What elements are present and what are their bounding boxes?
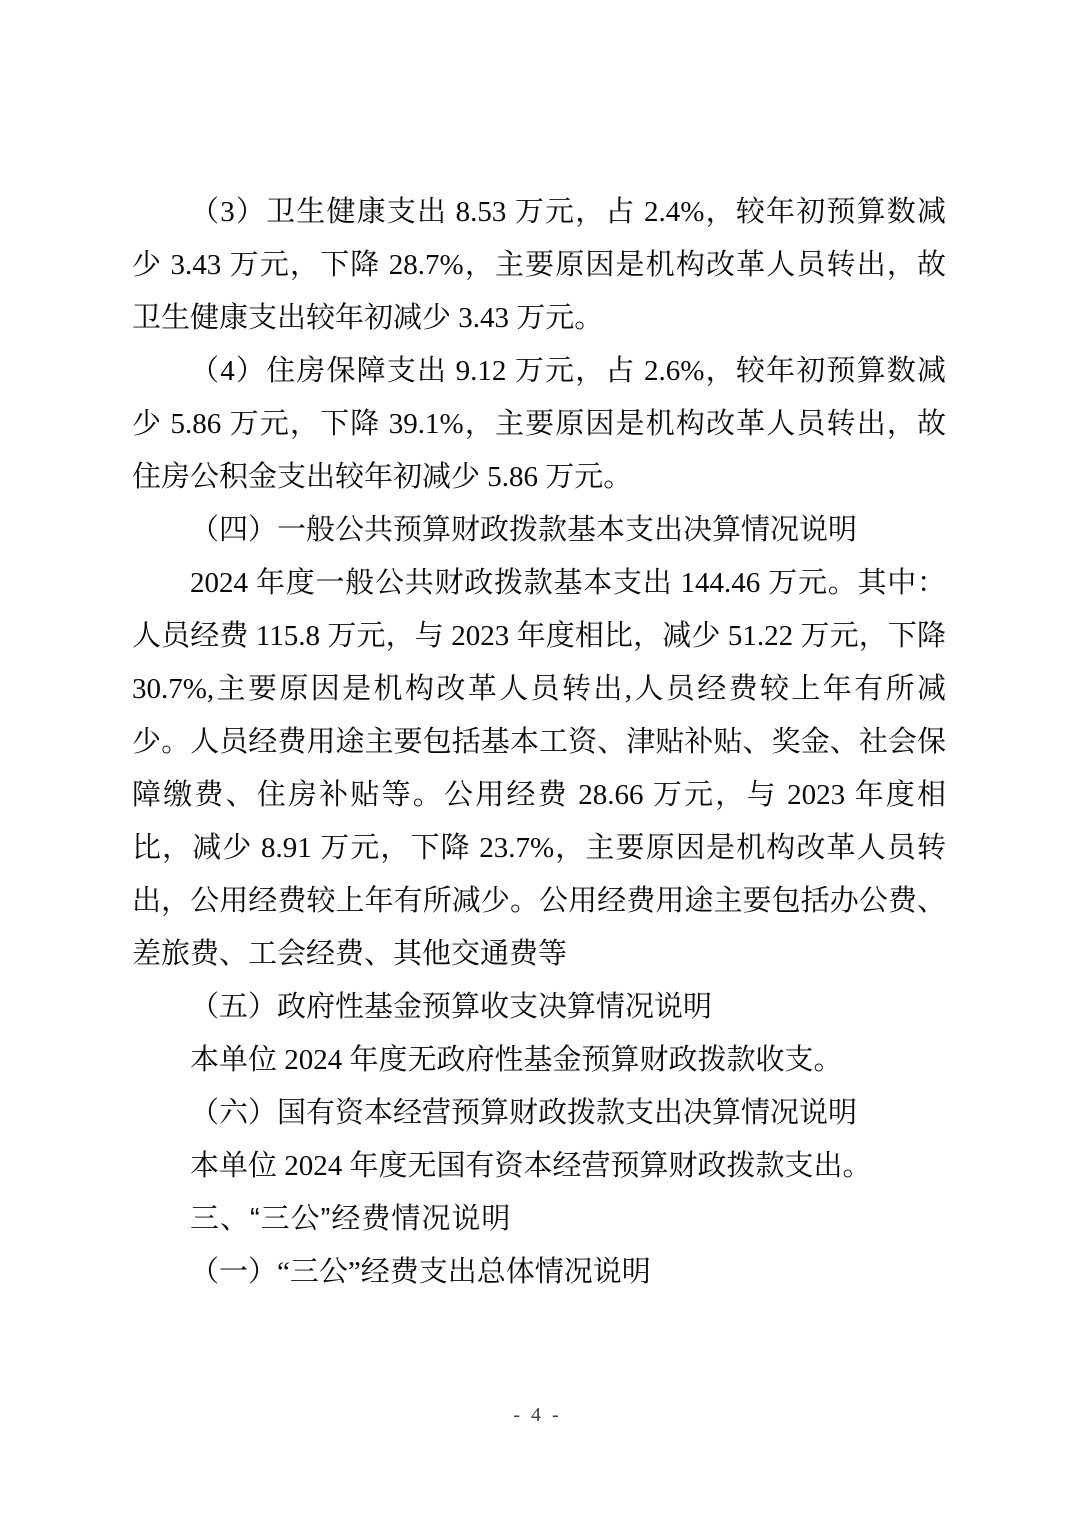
heading-section-5-government-fund: （五）政府性基金预算收支决算情况说明 <box>190 991 713 1023</box>
page-number: - 4 - <box>513 1404 562 1426</box>
heading-section-1-three-public-overview: （一）“三公”经费支出总体情况说明 <box>190 1256 651 1288</box>
paragraph-health-expenditure: （3）卫生健康支出 8.53 万元，占 2.4%，较年初预算数减少 3.43 万元，下降 28.7%，主要原因是机构改革人员转出，故卫生健康支出较年初减少 3.43 万元。 <box>132 196 946 334</box>
heading-section-4-basic-expenditure: （四）一般公共预算财政拨款基本支出决算情况说明 <box>190 514 858 546</box>
heading-chapter-3-three-public-funds: 三、“三公”经费情况说明 <box>190 1203 512 1235</box>
paragraph-housing-expenditure: （4）住房保障支出 9.12 万元，占 2.6%，较年初预算数减少 5.86 万元，下降 39.1%，主要原因是机构改革人员转出，故住房公积金支出较年初减少 5.86 万元。 <box>132 355 946 493</box>
heading-section-6-state-capital: （六）国有资本经营预算财政拨款支出决算情况说明 <box>190 1097 858 1129</box>
paragraph-government-fund: 本单位 2024 年度无政府性基金预算财政拨款收支。 <box>190 1044 843 1076</box>
document-body <box>132 186 946 1299</box>
paragraph-basic-expenditure-detail: 2024 年度一般公共财政拨款基本支出 144.46 万元。其中：人员经费 115.8 万元，与 2023 年度相比，减少 51.22 万元，下降 30.7%,主要原因是机构改革人员转出,人员经费较上年有所减少。人员经费用途主要包括基本工资、津贴补贴、奖金、社会保障缴费、住房补贴等。公用经费 28.66 万元，与 2023 年度相比，减少 8.91 万元，下降 23.7%，主要原因是机构改革人员转出，公用经费较上年有所减少。公用经费用途主要包括办公费、差旅费、工会经费、其他交通费等 <box>132 567 946 970</box>
paragraph-state-capital: 本单位 2024 年度无国有资本经营预算财政拨款支出。 <box>190 1150 872 1182</box>
